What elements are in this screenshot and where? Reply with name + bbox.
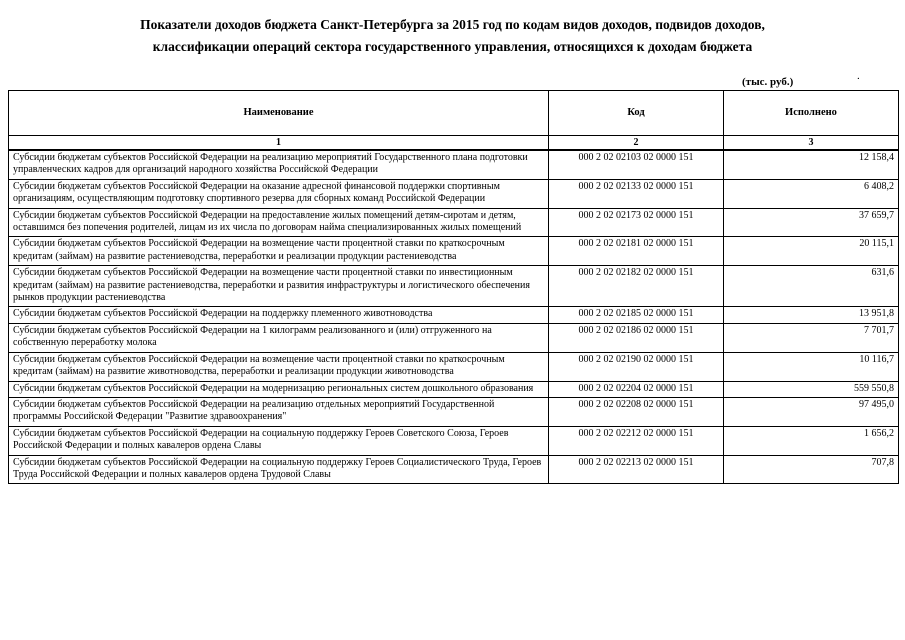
row-value: 1 656,2 xyxy=(724,426,899,455)
header-row xyxy=(9,91,899,136)
column-numbers-row xyxy=(9,136,899,151)
table-row xyxy=(9,381,899,397)
row-value: 97 495,0 xyxy=(724,397,899,426)
revenue-table xyxy=(8,90,899,484)
table-row xyxy=(9,352,899,381)
row-value: 559 550,8 xyxy=(724,381,899,397)
row-value: 7 701,7 xyxy=(724,323,899,352)
title-line-2: классификации операций сектора государственного управления, относящихся к доходам бюджета xyxy=(152,39,753,54)
row-code: 000 2 02 02173 02 0000 151 xyxy=(549,208,724,237)
row-value: 37 659,7 xyxy=(724,208,899,237)
row-value: 631,6 xyxy=(724,266,899,307)
row-code: 000 2 02 02190 02 0000 151 xyxy=(549,352,724,381)
stray-mark: . xyxy=(857,70,860,82)
row-code: 000 2 02 02186 02 0000 151 xyxy=(549,323,724,352)
table-row xyxy=(9,426,899,455)
table-row xyxy=(9,208,899,237)
column-number: 2 xyxy=(549,136,724,151)
row-value: 10 116,7 xyxy=(724,352,899,381)
row-value: 6 408,2 xyxy=(724,179,899,208)
row-code: 000 2 02 02208 02 0000 151 xyxy=(549,397,724,426)
row-name: Субсидии бюджетам субъектов Российской Федерации на реализацию отдельных мероприятий Государственной программы Российской Федерации "Развитие здравоохранения" xyxy=(9,397,549,426)
row-code: 000 2 02 02204 02 0000 151 xyxy=(549,381,724,397)
row-name: Субсидии бюджетам субъектов Российской Федерации на модернизацию региональных систем дошкольного образования xyxy=(9,381,549,397)
row-name: Субсидии бюджетам субъектов Российской Федерации на поддержку племенного животноводства xyxy=(9,307,549,323)
row-name: Субсидии бюджетам субъектов Российской Федерации на возмещение части процентной ставки по краткосрочным кредитам (займам) на развитие животноводства, переработки и реализации продукции животноводства xyxy=(9,352,549,381)
row-value: 20 115,1 xyxy=(724,237,899,266)
header-executed: Исполнено xyxy=(724,91,899,136)
column-number: 1 xyxy=(9,136,549,151)
row-name: Субсидии бюджетам субъектов Российской Федерации на реализацию мероприятий Государственного плана подготовки управленческих кадров для организаций народного хозяйства Российской Федерации xyxy=(9,150,549,179)
row-name: Субсидии бюджетам субъектов Российской Федерации на социальную поддержку Героев Советского Союза, Героев Российской Федерации и полных кавалеров ордена Славы xyxy=(9,426,549,455)
table-row xyxy=(9,397,899,426)
table-row xyxy=(9,455,899,484)
table-row xyxy=(9,323,899,352)
units-label: (тыс. руб.) xyxy=(742,76,794,88)
row-value: 13 951,8 xyxy=(724,307,899,323)
row-code: 000 2 02 02182 02 0000 151 xyxy=(549,266,724,307)
row-code: 000 2 02 02103 02 0000 151 xyxy=(549,150,724,179)
table-row xyxy=(9,179,899,208)
row-name: Субсидии бюджетам субъектов Российской Федерации на возмещение части процентной ставки по инвестиционным кредитам (займам) на развитие растениеводства, переработки и развития инфраструктуры и логистического обеспечения рынков продукции растениеводства xyxy=(9,266,549,307)
row-name: Субсидии бюджетам субъектов Российской Федерации на предоставление жилых помещений детям-сиротам и детям, оставшимся без попечения родителей, лицам из их числа по договорам найма специализированных жилых помещений xyxy=(9,208,549,237)
table-row xyxy=(9,150,899,179)
row-name: Субсидии бюджетам субъектов Российской Федерации на социальную поддержку Героев Социалистического Труда, Героев Труда Российской Федерации и полных кавалеров ордена Трудовой Славы xyxy=(9,455,549,484)
row-value: 12 158,4 xyxy=(724,150,899,179)
row-code: 000 2 02 02181 02 0000 151 xyxy=(549,237,724,266)
table-row xyxy=(9,307,899,323)
title-line-1: Показатели доходов бюджета Санкт-Петербурга за 2015 год по кодам видов доходов, подвидов доходов, xyxy=(140,17,765,32)
row-value: 707,8 xyxy=(724,455,899,484)
row-code: 000 2 02 02133 02 0000 151 xyxy=(549,179,724,208)
table-row xyxy=(9,266,899,307)
row-name: Субсидии бюджетам субъектов Российской Федерации на оказание адресной финансовой поддержки спортивным организациям, осуществляющим подготовку спортивного резерва для сборных команд Российской Федерации xyxy=(9,179,549,208)
column-number: 3 xyxy=(724,136,899,151)
row-name: Субсидии бюджетам субъектов Российской Федерации на возмещение части процентной ставки по краткосрочным кредитам (займам) на развитие растениеводства, переработки и реализации продукции растениеводства xyxy=(9,237,549,266)
header-name: Наименование xyxy=(9,91,549,136)
row-code: 000 2 02 02185 02 0000 151 xyxy=(549,307,724,323)
document-title xyxy=(0,14,905,58)
table-row xyxy=(9,237,899,266)
row-name: Субсидии бюджетам субъектов Российской Федерации на 1 килограмм реализованного и (или) отгруженного на собственную переработку молока xyxy=(9,323,549,352)
row-code: 000 2 02 02213 02 0000 151 xyxy=(549,455,724,484)
header-code: Код xyxy=(549,91,724,136)
row-code: 000 2 02 02212 02 0000 151 xyxy=(549,426,724,455)
